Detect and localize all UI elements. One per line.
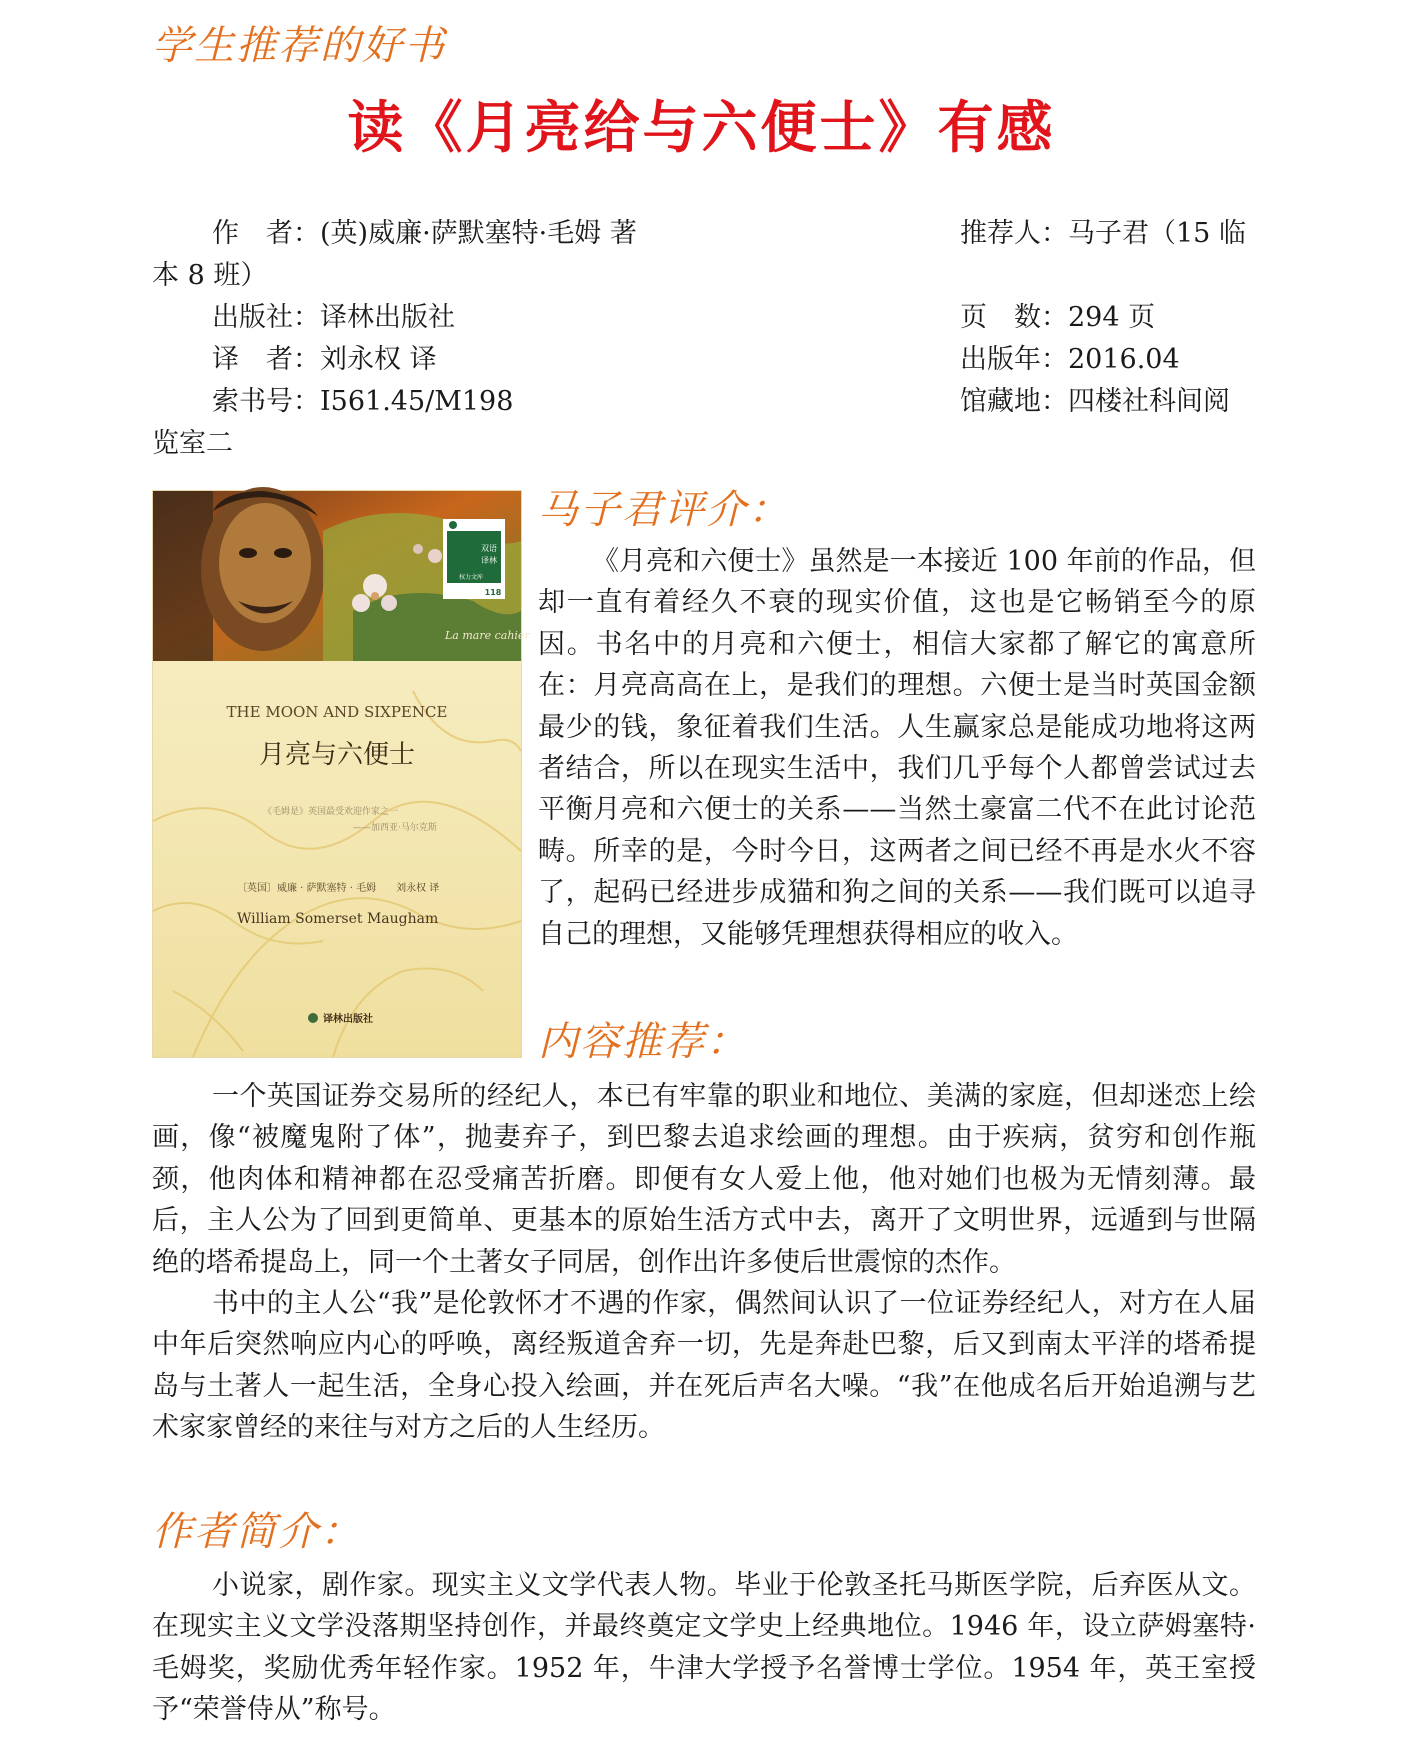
main-title: 读《月亮给与六便士》有感	[347, 95, 1056, 161]
info-publisher: 出版社：译林出版社	[212, 302, 455, 333]
info-location: 馆藏地：四楼社科间阅	[960, 386, 1230, 417]
book-cover-image	[152, 490, 530, 1058]
cover-badge-2: 译林	[481, 556, 497, 565]
author-bio-heading: 作者简介：	[152, 1509, 362, 1555]
content-heading: 内容推荐：	[538, 1019, 748, 1065]
cover-tagline-1: 《毛姆是》英国最受欢迎作家之一	[263, 807, 399, 817]
author-bio-paragraph: 小说家，剧作家。现实主义文学代表人物。毕业于伦敦圣托马斯医学院，后弃医从文。在现实主义文学没落期坚持创作，并最终奠定文学史上经典地位。1946 年，设立萨姆塞特·毛姆奖，奖励优秀年轻作家。1952 年，牛津大学授予名誉博士学位。1954 年，英王室授予“荣誉侍从”称号。	[152, 1570, 1256, 1726]
info-location-cont: 览室二	[152, 428, 233, 459]
content-paragraph-1: 一个英国证券交易所的经纪人，本已有牢靠的职业和地位、美满的家庭，但却迷恋上绘画，像“被魔鬼附了体”，抛妻弃子，到巴黎去追求绘画的理想。由于疾病，贫穷和创作瓶颈，他肉体和精神都在忍受痛苦折磨。即便有女人爱上他，他对她们也极为无情刻薄。最后，主人公为了回到更简单、更基本的原始生活方式中去，离开了文明世界，远遁到与世隔绝的塔希提岛上，同一个土著女子同居，创作出许多使后世震惊的杰作。	[152, 1081, 1256, 1278]
cover-badge-num: 118	[484, 588, 502, 597]
review-text-block	[538, 541, 1256, 955]
review-paragraph: 《月亮和六便士》虽然是一本接近 100 年前的作品，但却一直有着经久不衰的现实价值，这也是它畅销至今的原因。书名中的月亮和六便士，相信大家都了解它的寓意所在：月亮高高在上，是我们的理想。六便士是当时英国金额最少的钱，象征着我们生活。人生赢家总是能成功地将这两者结合，所以在现实生活中，我们几乎每个人都曾尝试过去平衡月亮和六便士的关系——当然土豪富二代不在此讨论范畴。所幸的是，今时今日，这两者之间已经不再是水火不容了，起码已经进步成猫和狗之间的关系——我们既可以追寻自己的理想，又能够凭理想获得相应的收入。	[538, 546, 1256, 950]
cover-script-text: La mare cahier	[445, 629, 530, 642]
info-recommender: 推荐人：马子君（15 临	[960, 218, 1246, 249]
info-recommender-cont: 本 8 班）	[152, 260, 268, 291]
series-title: 学生推荐的好书	[152, 23, 446, 69]
cover-cn-title: 月亮与六便士	[258, 740, 416, 770]
cover-en-title: THE MOON AND SIXPENCE	[226, 703, 448, 721]
cover-badge-3: 权力文库	[459, 574, 484, 581]
info-call-number: 索书号：I561.45/M198	[212, 386, 514, 417]
info-translator: 译 者：刘永权 译	[212, 344, 437, 375]
info-pub-year: 出版年：2016.04	[960, 344, 1180, 375]
cover-tagline-2: ——加西亚·马尔克斯	[353, 823, 437, 833]
cover-author-en: William Somerset Maugham	[237, 911, 439, 927]
content-paragraph-2: 书中的主人公“我”是伦敦怀才不遇的作家，偶然间认识了一位证券经纪人，对方在人届中年后突然响应内心的呼唤，离经叛道舍弃一切，先是奔赴巴黎，后又到南太平洋的塔希提岛与土著人一起生活，全身心投入绘画，并在死后声名大噪。“我”在他成名后开始追溯与艺术家家曾经的来往与对方之后的人生经历。	[152, 1288, 1256, 1444]
info-pages: 页 数：294 页	[960, 302, 1156, 333]
content-text-block	[152, 1076, 1256, 1449]
author-bio-block	[152, 1565, 1256, 1731]
cover-publisher: 译林出版社	[323, 1014, 373, 1025]
info-author: 作 者：(英)威廉·萨默塞特·毛姆 著	[212, 218, 637, 249]
cover-badge-1: 双语	[481, 544, 497, 553]
review-heading: 马子君评介：	[538, 487, 790, 533]
cover-author-cn: 〔英国〕威廉 · 萨默塞特 · 毛姆 刘永权 译	[237, 883, 440, 894]
